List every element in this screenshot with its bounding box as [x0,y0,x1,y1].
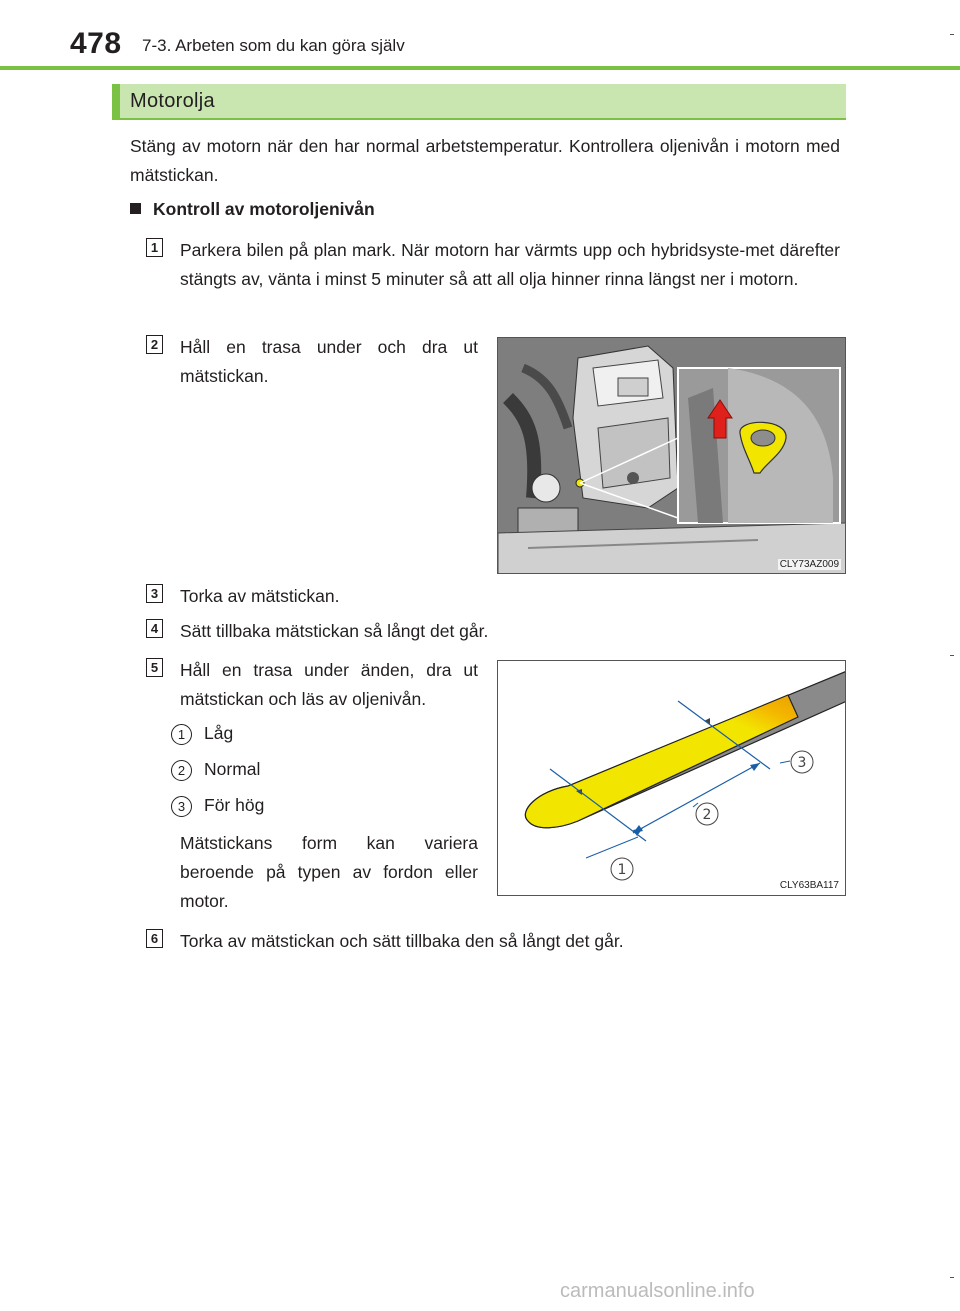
callout-3: 3 [797,755,807,771]
dipstick-illustration [498,661,846,896]
step-number-4: 4 [146,619,163,638]
step-text-3: Torka av mätstickan. [180,586,340,606]
dipstick-figure [497,660,846,896]
engine-bay-illustration [498,338,846,574]
step-text-4: Sätt tillbaka mätstickan så långt det går. [180,621,489,641]
step-number-5: 5 [146,658,163,677]
step-number-6: 6 [146,929,163,948]
dipstick-figure-code: CLY63BA117 [779,880,839,891]
step-number-3: 3 [146,584,163,603]
level-label-high: För hög [204,795,265,815]
level-marker-1: 1 [171,724,192,745]
section-accent [112,84,120,118]
engine-bay-figure [497,337,846,574]
callout-2: 2 [702,807,712,823]
engine-figure-code: CLY73AZ009 [779,559,839,570]
crop-mark [950,1277,954,1278]
step-text-2: Håll en trasa under och dra ut mätstickan. [180,337,478,386]
subsection-title: Kontroll av motoroljenivån [153,199,375,219]
level-label-normal: Normal [204,759,261,779]
level-marker-2: 2 [171,760,192,781]
header-rule [0,66,960,70]
dipstick-shape-note: Mätstickans form kan variera beroende på typen av fordon eller motor. [180,833,478,911]
subsection-heading [130,199,375,220]
step-text-6: Torka av mätstickan och sätt tillbaka den så långt det går. [180,931,624,951]
step-number-2: 2 [146,335,163,354]
section-title: Motorolja [130,90,215,112]
square-bullet-icon [130,203,141,214]
crop-mark [950,655,954,656]
section-title-bar [112,84,846,120]
step-text-1: Parkera bilen på plan mark. När motorn har värmts upp och hybridsyste-met därefter stängts av, vänta i minst 5 minuter så att all olja hinner rinna längst ner i motorn. [180,240,840,289]
step-text-5: Håll en trasa under änden, dra ut mätstickan och läs av oljenivån. [180,660,478,709]
level-label-low: Låg [204,723,234,743]
page-number: 478 [70,27,122,60]
step-number-1: 1 [146,238,163,257]
section-intro: Stäng av motorn när den har normal arbetstemperatur. Kontrollera oljenivån i motorn med mätstickan. [130,136,840,185]
crop-mark [950,34,954,35]
footer-watermark: carmanualsonline.info [560,1280,755,1302]
level-marker-3: 3 [171,796,192,817]
chapter-title: 7-3. Arbeten som du kan göra själv [142,36,405,55]
callout-1: 1 [617,862,627,878]
